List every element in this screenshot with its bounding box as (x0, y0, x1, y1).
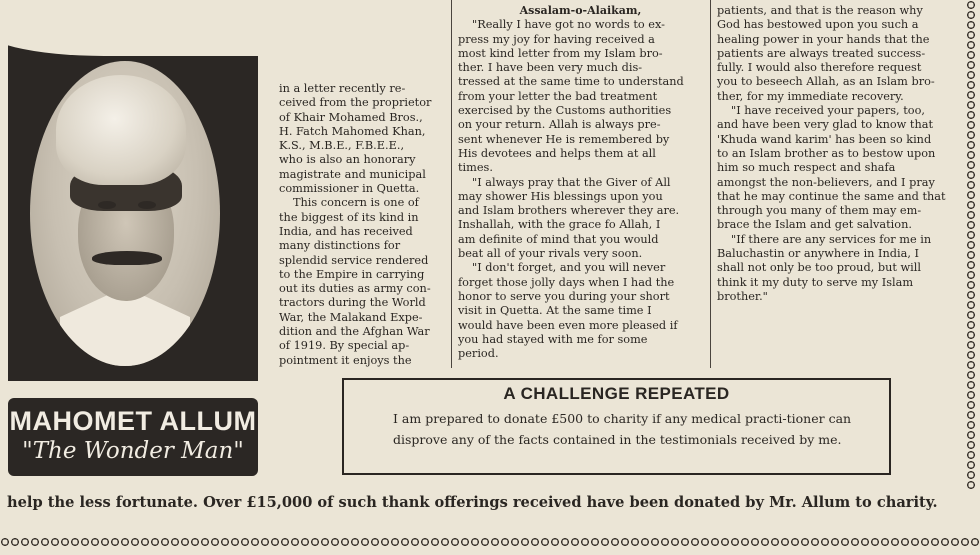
text-line: magistrate and municipal (279, 167, 426, 181)
text-line: commissioner in Quetta. (279, 182, 420, 196)
text-line: through you many of them may em- (717, 204, 922, 218)
text-line: beat all of your rivals very soon. (458, 247, 643, 261)
text-line: Baluchastin or anywhere in India, I (717, 247, 920, 261)
text-line: would have been even more pleased if (458, 318, 678, 332)
letter-greeting: Assalam-o-Alaikam, (519, 4, 642, 17)
text-line: think it my duty to serve my Islam (717, 275, 914, 289)
portrait-eye-right (138, 201, 156, 209)
text-line: ther. I have been very much dis- (458, 61, 643, 75)
text-line: ceived from the proprietor (279, 96, 432, 110)
column-divider (451, 0, 452, 368)
text-line: H. Fatch Mahomed Khan, (279, 124, 426, 138)
portrait-collar (60, 293, 190, 366)
nameplate (8, 398, 258, 476)
text-line: of Khair Mohamed Bros., (279, 110, 423, 124)
text-line: exercised by the Customs authorities (458, 104, 672, 118)
article-column-4 (717, 4, 958, 304)
text-line: brother." (717, 289, 768, 303)
text-line: This concern is one of (293, 196, 419, 210)
nameplate-tagline: "The Wonder Man" (22, 438, 244, 464)
footer-text: help the less fortunate. Over £15,000 of such thank offerings received have been donated by Mr. Allum to charity. (7, 494, 938, 511)
text-line: on your return. Allah is always pre- (458, 118, 661, 132)
text-line: patients, and that is the reason why (717, 4, 923, 17)
text-line: many distinctions for (279, 239, 401, 253)
text-line: and have been very glad to know that (717, 118, 934, 132)
text-line: "Really I have got no words to ex- (472, 18, 665, 32)
text-line: that he may continue the same and that (717, 189, 946, 203)
portrait-frame (8, 16, 258, 381)
text-line: fully. I would also therefore request (717, 61, 922, 75)
text-line: "I have received your papers, too, (731, 104, 925, 118)
column-divider (710, 0, 711, 368)
challenge-title: A CHALLENGE REPEATED (503, 384, 730, 403)
text-line: tractors during the World (279, 296, 426, 310)
text-line: of 1919. By special ap- (279, 339, 410, 353)
chain-border-bottom (0, 537, 980, 547)
text-line: may shower His blessings upon you (458, 189, 663, 203)
text-line: visit in Quetta. At the same time I (458, 304, 652, 318)
text-line: ther, for my immediate recovery. (717, 89, 904, 103)
text-line: healing power in your hands that the (717, 32, 930, 46)
text-line: times. (458, 161, 493, 175)
text-line: brace the Islam and get salvation. (717, 218, 912, 232)
chain-border-right (966, 0, 976, 490)
text-line: period. (458, 347, 499, 361)
text-line: honor to serve you during your short (458, 289, 670, 303)
nameplate-name: MAHOMET ALLUM (9, 406, 257, 436)
text-line: am definite of mind that you would (458, 232, 659, 246)
portrait-moustache (92, 251, 162, 265)
text-line: India, and has received (279, 224, 413, 238)
text-line: War, the Malakand Expe- (279, 310, 423, 324)
portrait-turban (56, 75, 186, 185)
text-line: splendid service rendered (279, 253, 429, 267)
text-line: who is also an honorary (279, 153, 416, 167)
text-line: in a letter recently re- (279, 82, 406, 95)
article-column-2 (279, 82, 445, 368)
text-line: forget those jolly days when I had the (458, 275, 675, 289)
text-line: Inshallah, with the grace fo Allah, I (458, 218, 661, 232)
challenge-body: I am prepared to donate £500 to charity if any medical practi-tioner can disprove any of the facts contained in the testimonials received by me. (393, 411, 852, 447)
text-line: from your letter the bad treatment (458, 89, 658, 103)
text-line: His devotees and helps them at all (458, 146, 656, 160)
text-line: 'Khuda wand karim' has been so kind (717, 132, 932, 146)
text-line: dition and the Afghan War (279, 325, 430, 339)
text-line: "I don't forget, and you will never (472, 261, 666, 275)
text-line: amongst the non-believers, and I pray (717, 175, 935, 189)
portrait-photo (30, 61, 220, 366)
text-line: tressed at the same time to understand (458, 75, 684, 89)
text-line: patients are always treated success- (717, 46, 926, 60)
text-line: K.S., M.B.E., F.B.E.E., (279, 139, 405, 153)
text-line: "If there are any services for me in (731, 232, 932, 246)
text-line: you to beseech Allah, as an Islam bro- (717, 75, 935, 89)
text-line: pointment it enjoys the (279, 353, 412, 367)
text-line: the biggest of its kind in (279, 210, 419, 224)
article-column-3 (458, 4, 703, 361)
text-line: to the Empire in carrying (279, 267, 425, 281)
text-line: "I always pray that the Giver of All (472, 175, 671, 189)
text-line: out its duties as army con- (279, 282, 431, 296)
text-line: shall not only be too proud, but will (717, 261, 922, 275)
text-line: press my joy for having received a (458, 32, 655, 46)
text-line: God has bestowed upon you such a (717, 18, 919, 32)
text-line: him so much respect and shafa (717, 161, 896, 175)
text-line: and Islam brothers wherever they are. (458, 204, 680, 218)
text-line: you had stayed with me for some (458, 332, 648, 346)
text-line: sent whenever He is remembered by (458, 132, 670, 146)
challenge-box (342, 378, 891, 475)
text-line: most kind letter from my Islam bro- (458, 46, 663, 60)
text-line: to an Islam brother as to bestow upon (717, 146, 936, 160)
portrait-eye-left (98, 201, 116, 209)
